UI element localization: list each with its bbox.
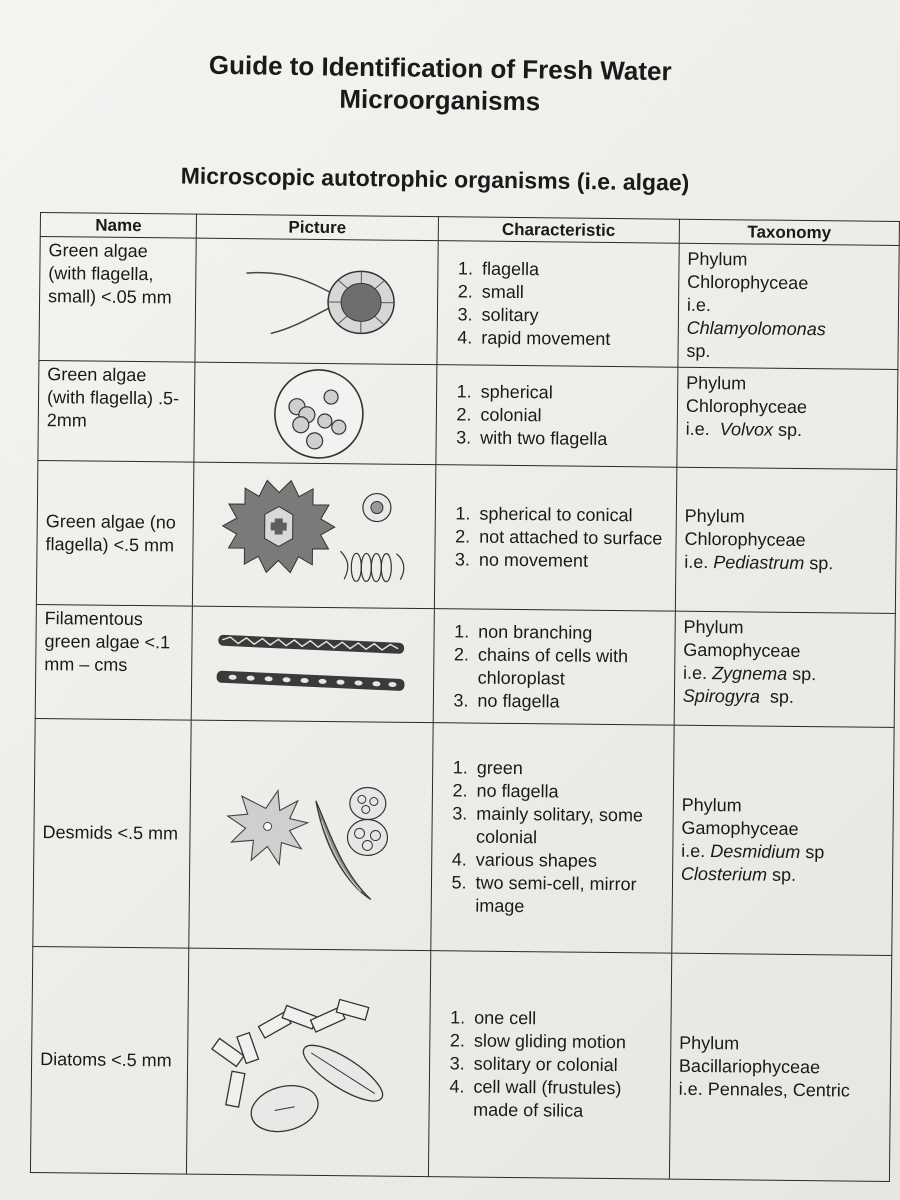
list-item: 2. not attached to surface [475,526,670,551]
taxonomy-class: Chlorophyceae [685,395,808,418]
taxonomy-species: sp. [792,663,817,685]
list-item: 1. spherical [477,381,672,406]
characteristics-list [450,380,671,451]
taxonomy-genus-line [683,662,888,687]
table-row [35,604,895,727]
organism-picture [194,362,436,465]
characteristics-cell [437,241,680,368]
list-item: 4. rapid movement [477,326,672,351]
taxonomy-class: Gamophyceae [681,817,799,839]
taxonomy-species: sp. [777,419,803,440]
organism-picture [191,606,433,723]
list-item: 2. colonial [476,404,671,429]
taxonomy-ie: i.e. [686,294,712,316]
volvox-drawing [215,365,416,461]
taxonomy-class: Gamophyceae [683,639,801,661]
characteristics-list [451,257,672,351]
characteristics-cell [433,609,675,726]
identification-table-wrapper [30,212,900,1182]
chlamydomonas-drawing [216,250,417,352]
table-row [36,460,896,613]
list-item: 2. no flagella [472,780,667,805]
list-item: 3. no movement [475,549,670,574]
taxonomy-cell [672,725,894,955]
taxonomy-cell [669,953,891,1181]
table-row [39,237,899,370]
taxonomy-genus-line [686,418,891,443]
diatom-drawing [203,981,415,1143]
list-item: 3. with two flagella [476,427,671,452]
characteristics-list [449,502,670,573]
table-row [38,360,898,469]
taxonomy-class: Chlorophyceae [687,271,809,294]
list-item: 1. non branching [474,620,669,645]
organism-name: Filamentous green algae <.1 mm – cms [35,604,192,720]
taxonomy-class: Chlorophyceae [684,528,806,551]
taxonomy-class: Bacillariophyceae [678,1055,821,1078]
taxonomy-phylum: Phylum [681,794,742,815]
taxonomy-cell [678,243,899,369]
organism-picture [189,720,433,951]
taxonomy-ie: i.e. [684,551,709,573]
list-item: 3. no flagella [473,689,668,714]
taxonomy-phylum: Phylum [683,616,744,638]
list-item: 1. one cell [470,1007,665,1032]
list-item: 3. mainly solitary, some colonial [472,803,667,851]
header-picture: Picture [197,214,439,241]
taxonomy-phylum: Phylum [686,372,747,394]
taxonomy-species: sp. [809,553,834,574]
table-row [30,946,891,1181]
header-characteristic: Characteristic [438,217,680,244]
list-item: 2. slow gliding motion [470,1030,665,1055]
taxonomy-phylum: Phylum [684,505,745,527]
organism-name: Green algae (with flagella, small) <.05 mm [39,237,197,363]
taxonomy-species: sp [805,841,825,862]
organism-picture [195,238,438,365]
list-item: 3. solitary [477,303,672,328]
taxonomy-cell [674,611,895,727]
characteristics-list [447,620,668,714]
taxonomy-genus: Desmidium [710,840,801,862]
organism-name: Diatoms <.5 mm [30,946,189,1174]
desmid-drawing [205,759,417,911]
taxonomy-phylum: Phylum [687,248,748,270]
taxonomy-species-2: sp. [771,864,797,885]
title-line-2: Microorganisms [339,83,541,117]
taxonomy-phylum: Phylum [679,1032,740,1054]
page-title [130,48,751,121]
taxonomy-genus: Pediastrum [713,552,805,574]
taxonomy-genus: Chlamyolomonas [686,317,826,340]
taxonomy-cell [677,367,898,469]
characteristics-list [445,756,667,919]
list-item: 1. spherical to conical [475,503,670,528]
organism-name: Desmids <.5 mm [33,718,192,948]
list-item: 5. two semi-cell, mirror image [471,872,666,920]
characteristics-list [443,1006,665,1123]
list-item: 4. various shapes [472,849,667,874]
characteristics-cell [430,723,674,954]
taxonomy-genus2-line [681,862,886,887]
taxonomy-genus-line [681,839,886,864]
taxonomy-ie: i.e. [681,840,706,861]
organism-name: Green algae (with flagella) .5-2mm [38,360,195,462]
list-item: 3. solitary or colonial [470,1053,665,1078]
title-line-1: Guide to Identification of Fresh Water [208,49,672,87]
taxonomy-ie: i.e. [678,1078,703,1099]
taxonomy-ie: i.e. [682,662,708,684]
taxonomy-genus-2: Spirogyra [682,685,761,707]
header-name: Name [40,213,197,239]
header-taxonomy: Taxonomy [679,219,899,245]
taxonomy-genus-line [679,1078,884,1103]
organism-picture [193,462,436,609]
taxonomy-ie: i.e. [685,418,710,440]
list-item: 2. chains of cells with chloroplast [474,643,669,691]
list-item: 2. small [478,280,673,305]
list-item: 1. flagella [478,257,673,282]
taxonomy-genus: Volvox [719,419,774,440]
list-item: 4. cell wall (frustules) made of silica [469,1076,664,1124]
section-subtitle: Microscopic autotrophic organisms (i.e. algae) [180,162,690,196]
characteristics-cell [435,365,677,468]
characteristics-cell [434,465,677,612]
table-row [33,718,894,955]
organism-picture [187,948,431,1177]
taxonomy-genus: Zygnema [712,663,788,684]
taxonomy-genus-line [684,551,889,576]
organism-name: Green algae (no flagella) <.5 mm [36,460,194,606]
taxonomy-species-2: sp. [769,686,795,707]
list-item: 1. green [473,757,668,782]
identification-table [30,212,900,1182]
pediastrum-drawing [208,469,419,601]
spirogyra-drawing [207,623,418,705]
taxonomy-species: sp. [686,340,711,362]
taxonomy-cell [675,467,897,613]
taxonomy-genus2-line [683,685,888,710]
taxonomy-orders: Pennales, Centric [707,1079,850,1101]
characteristics-cell [428,951,672,1180]
taxonomy-genus-2: Closterium [680,863,768,885]
